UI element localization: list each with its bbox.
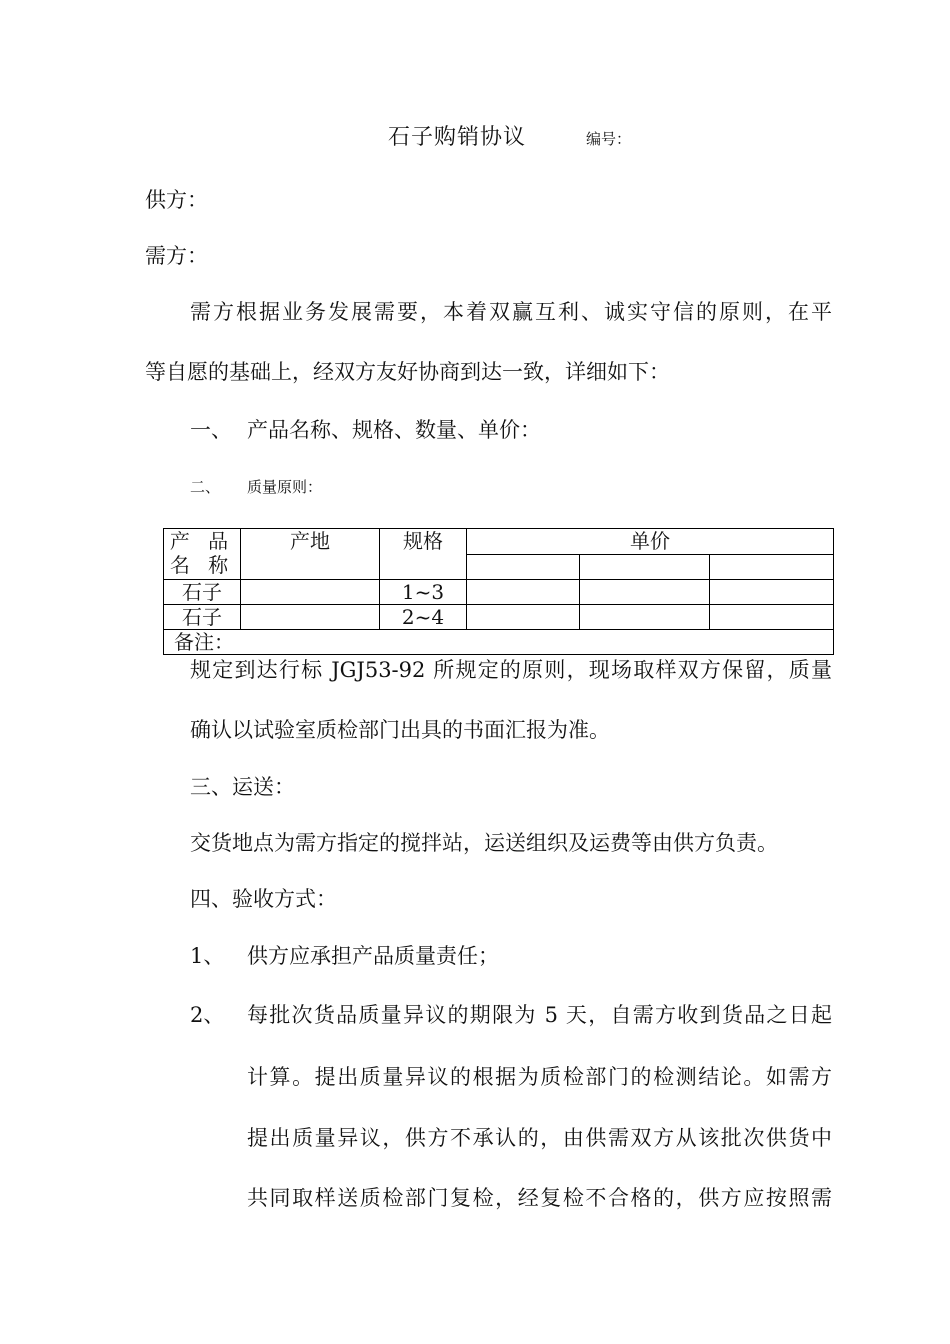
row-name: 石子 xyxy=(164,580,241,605)
row-spec: 2~4 xyxy=(380,605,467,630)
section2-number: 二、 xyxy=(190,478,221,496)
item2-line-2: 计算。提出质量异议的根据为质检部门的检测结论。如需方 xyxy=(247,1065,832,1089)
table-row xyxy=(164,605,834,630)
section1-heading: 产品名称、规格、数量、单价： xyxy=(247,418,541,442)
table-row xyxy=(164,580,834,605)
document-code-label: 编号： xyxy=(586,130,632,148)
header-origin: 产地 xyxy=(241,529,380,580)
section4-heading: 四、验收方式： xyxy=(190,887,337,911)
row-price-cell xyxy=(710,580,834,605)
quality-line-1: 规定到达行标 JGJ53-92 所规定的原则，现场取样双方保留，质量 xyxy=(190,658,832,682)
item2-line-4: 共同取样送质检部门复检，经复检不合格的，供方应按照需 xyxy=(247,1186,832,1210)
row-price-cell xyxy=(467,580,580,605)
price-subcell xyxy=(467,555,580,580)
quality-line-2: 确认以试验室质检部门出具的书面汇报为准。 xyxy=(190,718,610,742)
header-product-name-line2: 名 称 xyxy=(169,553,235,577)
row-price-cell xyxy=(710,605,834,630)
item1-number: 1、 xyxy=(190,944,225,968)
row-name: 石子 xyxy=(164,605,241,630)
document-title: 石子购销协议 xyxy=(388,125,527,150)
header-spec: 规格 xyxy=(380,529,467,580)
row-price-cell xyxy=(580,580,710,605)
buyer-label: 需方： xyxy=(145,244,208,268)
item2-line-3: 提出质量异议，供方不承认的，由供需双方从该批次供货中 xyxy=(247,1126,832,1150)
item2-line-1: 每批次货品质量异议的期限为 5 天，自需方收到货品之日起 xyxy=(247,1003,832,1027)
product-table xyxy=(163,528,834,655)
item1-text: 供方应承担产品质量责任； xyxy=(247,944,499,968)
row-price-cell xyxy=(467,605,580,630)
row-origin xyxy=(241,580,380,605)
row-origin xyxy=(241,605,380,630)
section3-heading: 三、运送： xyxy=(190,775,295,799)
section3-text: 交货地点为需方指定的搅拌站，运送组织及运费等由供方负责。 xyxy=(190,831,778,855)
price-subcell xyxy=(580,555,710,580)
intro-line-1: 需方根据业务发展需要，本着双赢互利、诚实守信的原则，在平 xyxy=(190,300,832,324)
row-price-cell xyxy=(580,605,710,630)
table-remark: 备注： xyxy=(164,630,834,655)
section1-number: 一、 xyxy=(190,418,232,442)
header-product-name-line1: 产 品 xyxy=(169,529,235,553)
intro-line-2: 等自愿的基础上，经双方友好协商到达一致，详细如下： xyxy=(145,360,670,384)
header-product-name xyxy=(164,529,241,580)
row-spec: 1~3 xyxy=(380,580,467,605)
section2-heading: 质量原则： xyxy=(247,478,323,496)
price-subcell xyxy=(710,555,834,580)
header-price: 单价 xyxy=(467,529,834,555)
supplier-label: 供方： xyxy=(145,188,208,212)
item2-number: 2、 xyxy=(190,1003,225,1027)
